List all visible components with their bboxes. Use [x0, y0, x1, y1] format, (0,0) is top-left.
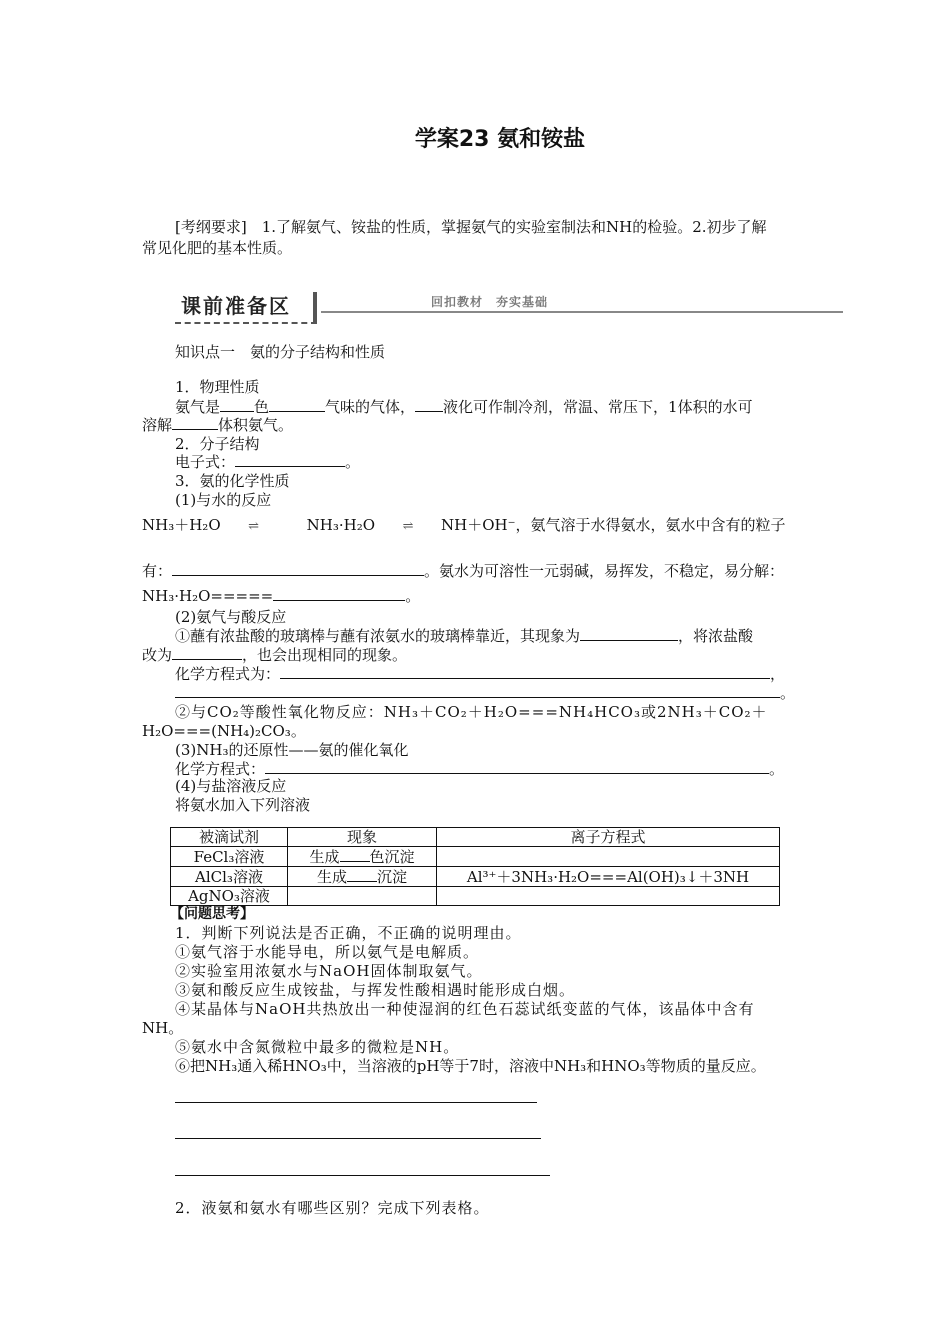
equation-cell[interactable] — [437, 847, 780, 867]
chemical-properties-heading: 3．氨的化学性质 — [175, 472, 290, 490]
banner-title: 课前准备区 — [175, 290, 317, 324]
question-1: 1．判断下列说法是否正确，不正确的说明理由。 — [175, 924, 522, 942]
section-banner — [175, 290, 843, 324]
acid-reaction-p1: ①蘸有浓盐酸的玻璃棒与蘸有浓氨水的玻璃棒靠近，其现象为 ，将浓盐酸 — [175, 627, 754, 645]
statement-item: ①氨气溶于水能导电，所以氨气是电解质。 — [175, 943, 480, 961]
page-title: 学案23 氨和铵盐 — [414, 127, 586, 152]
water-equation: NH₃＋H₂O ⇌ NH₃·H₂O ⇌ NH＋OH⁻，氨气溶于水得氨水，氨水中含有的粒子 — [142, 516, 786, 534]
blank[interactable] — [269, 397, 325, 412]
acid-reaction-heading: (2)氨气与酸反应 — [175, 608, 287, 626]
answer-line[interactable] — [175, 1102, 537, 1103]
reducibility-heading: (3)NH₃的还原性——氨的催化氧化 — [175, 741, 409, 759]
particles-line: 有： 。氨水为可溶性一元弱碱，易挥发，不稳定，易分解： — [142, 562, 785, 580]
equation-cell: Al³⁺＋3NH₃·H₂O===Al(OH)₃↓＋3NH — [437, 867, 780, 887]
blank[interactable] — [172, 645, 242, 660]
reagent-cell: AgNO₃溶液 — [171, 887, 288, 906]
water-reaction-heading: (1)与水的反应 — [175, 491, 272, 509]
equilibrium-arrow-icon: ⇌ — [402, 519, 414, 534]
physical-properties-line-2: 溶解 体积氨气。 — [142, 416, 294, 434]
banner-subtitle: 回扣教材 夯实基础 — [431, 295, 549, 309]
blank[interactable] — [172, 415, 218, 430]
table-row — [171, 847, 780, 867]
salt-reaction-intro: 将氨水加入下列溶液 — [175, 796, 311, 814]
structure-heading: 2．分子结构 — [175, 435, 260, 453]
blank[interactable] — [220, 397, 254, 412]
phenomenon-cell: 生成 沉淀 — [288, 867, 437, 887]
equation-line-2: 。 — [175, 682, 795, 703]
reagent-cell: AlCl₃溶液 — [171, 867, 288, 887]
question-2: 2．液氨和氨水有哪些区别？完成下列表格。 — [175, 1199, 490, 1217]
acid-reaction-p1-cont: 改为 ，也会出现相同的现象。 — [142, 646, 408, 664]
blank[interactable] — [280, 664, 770, 679]
banner-divider — [313, 292, 317, 322]
table-header: 被滴试剂 — [171, 828, 288, 847]
table-header: 现象 — [288, 828, 437, 847]
statement-item: ⑥把NH₃通入稀HNO₃中，当溶液的pH等于7时，溶液中NH₃和HNO₃等物质的量反应。 — [175, 1057, 766, 1075]
blank[interactable] — [235, 452, 345, 467]
statement-item-cont: NH。 — [142, 1019, 184, 1037]
blank[interactable] — [415, 397, 443, 412]
statement-item: ③氨和酸反应生成铵盐，与挥发性酸相遇时能形成白烟。 — [175, 981, 576, 999]
table-row — [171, 867, 780, 887]
banner-rule — [321, 311, 843, 313]
knowledge-point-heading: 知识点一 氨的分子结构和性质 — [175, 343, 386, 361]
blank[interactable] — [265, 759, 769, 774]
table-header-row — [171, 828, 780, 847]
syllabus-line-1: [考纲要求] 1.了解氨气、铵盐的性质，掌握氨气的实验室制法和NH的检验。2.初步了解 — [175, 218, 767, 236]
blank[interactable] — [340, 847, 370, 862]
blank[interactable] — [175, 683, 780, 698]
equilibrium-arrow-icon: ⇌ — [248, 519, 260, 534]
reagent-cell: FeCl₃溶液 — [171, 847, 288, 867]
electron-formula-line: 电子式： 。 — [175, 453, 361, 471]
acid-oxide-reaction-cont: H₂O===(NH₄)₂CO₃。 — [142, 722, 306, 740]
answer-line[interactable] — [175, 1175, 550, 1176]
acid-oxide-reaction: ②与CO₂等酸性氧化物反应：NH₃＋CO₂＋H₂O===NH₄HCO₃或2NH₃＋CO₂＋ — [175, 703, 768, 721]
decomposition-line: NH₃·H₂O===== 。 — [142, 587, 421, 605]
phenomenon-cell: 生成 色沉淀 — [288, 847, 437, 867]
statement-item: ②实验室用浓氨水与NaOH固体制取氨气。 — [175, 962, 483, 980]
blank[interactable] — [347, 867, 377, 882]
statement-item: ④某晶体与NaOH共热放出一种使湿润的红色石蕊试纸变蓝的气体，该晶体中含有 — [175, 1000, 755, 1018]
physical-properties-heading: 1．物理性质 — [175, 378, 260, 396]
salt-reaction-heading: (4)与盐溶液反应 — [175, 777, 287, 795]
equation-line-1: 化学方程式为： ， — [175, 665, 786, 683]
statement-item: ⑤氨水中含氮微粒中最多的微粒是NH。 — [175, 1038, 460, 1056]
physical-properties-line-1: 氨气是 色 气味的气体， 液化可作制冷剂，常温、常压下，1体积的水可 — [175, 398, 753, 416]
phenomenon-cell[interactable] — [288, 887, 437, 906]
catalytic-oxidation-equation: 化学方程式： 。 — [175, 760, 785, 778]
blank[interactable] — [273, 586, 405, 601]
syllabus-line-2: 常见化肥的基本性质。 — [142, 239, 293, 257]
answer-line[interactable] — [175, 1138, 541, 1139]
table-header: 离子方程式 — [437, 828, 780, 847]
equation-cell[interactable] — [437, 887, 780, 906]
table-row — [171, 887, 780, 906]
blank[interactable] — [172, 561, 424, 576]
reaction-table — [170, 827, 780, 906]
blank[interactable] — [580, 626, 678, 641]
thinking-label: 【问题思考】 — [170, 906, 254, 922]
